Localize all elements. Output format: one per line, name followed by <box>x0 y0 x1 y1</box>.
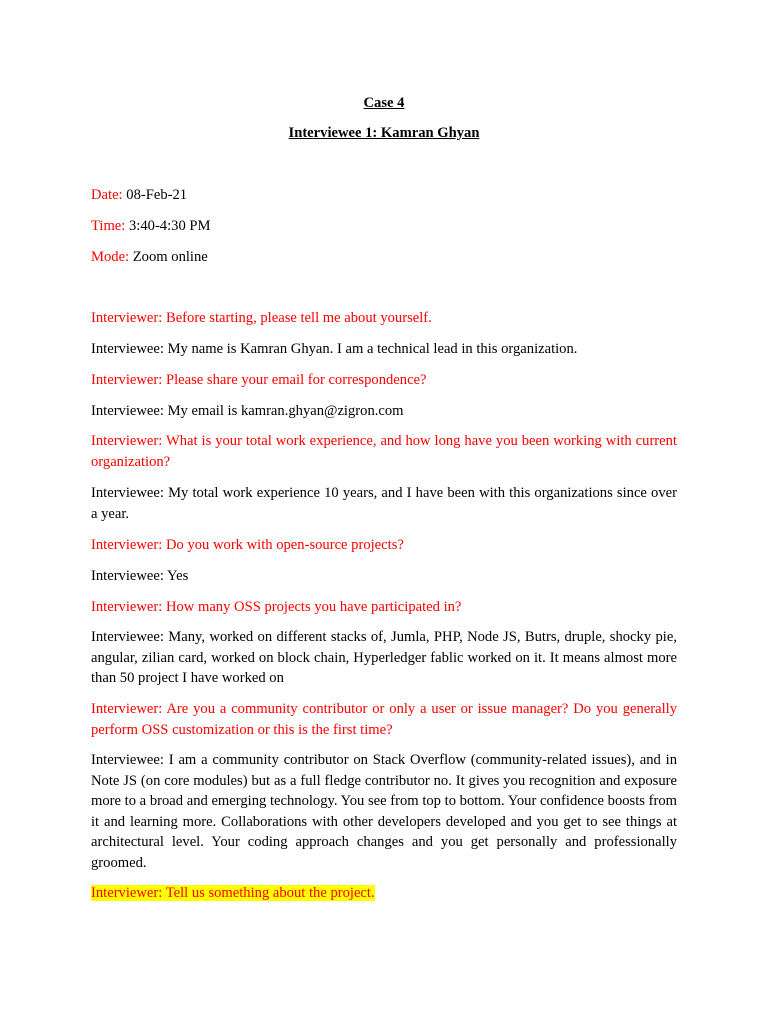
interviewer-question: Interviewer: Before starting, please tell me about yourself. <box>91 310 432 326</box>
interviewee-answer: Interviewee: My total work experience 10 years, and I have been with this organizations since over a year. <box>91 485 677 522</box>
interviewee-answer: Interviewee: My email is kamran.ghyan@zigron.com <box>91 403 404 419</box>
mode-line <box>91 247 677 268</box>
interviewee-answer: Interviewee: My name is Kamran Ghyan. I am a technical lead in this organization. <box>91 341 578 357</box>
date-value: 08-Feb-21 <box>126 187 188 203</box>
interviewer-question: Interviewer: Do you work with open-source projects? <box>91 537 404 553</box>
interviewee-answer: Interviewee: Many, worked on different stacks of, Jumla, PHP, Node JS, Butrs, druple, shocky pie, angular, zilian card, worked on block chain, Hyperledger fablic worked on it. It means almost more than 50 project I have worked on <box>91 629 677 686</box>
interviewee-answer: Interviewee: I am a community contributor on Stack Overflow (community-related issues), and in Note JS (on core modules) but as a full fledge contributor no. It gives you recognition and exposure more to a broad and emerging technology. You see from top to bottom. Your confidence boosts from it and learning more. Collaborations with other developers developed and you get to see things at architectural level. Your coding approach changes and you get personally and professionally groomed. <box>91 752 677 871</box>
date-line <box>91 185 677 206</box>
interviewer-question: Interviewer: How many OSS projects you have participated in? <box>91 599 462 615</box>
highlighted-text: Interviewer: Tell us something about the project. <box>91 885 375 901</box>
time-label: Time: <box>91 218 126 234</box>
interviewer-question: Interviewer: What is your total work experience, and how long have you been working with current organization? <box>91 433 677 470</box>
date-label: Date: <box>91 187 123 203</box>
mode-label: Mode: <box>91 249 130 265</box>
interviewer-question-highlighted <box>91 883 677 904</box>
interviewer-question: Interviewer: Are you a community contributor or only a user or issue manager? Do you generally perform OSS customization or this is the first time? <box>91 701 677 738</box>
interviewee-answer: Interviewee: Yes <box>91 568 189 584</box>
case-title: Case 4 <box>363 95 405 111</box>
mode-value: Zoom online <box>132 249 208 265</box>
time-value: 3:40-4:30 PM <box>129 218 211 234</box>
interviewee-title: Interviewee 1: Kamran Ghyan <box>288 125 480 141</box>
interviewer-question: Interviewer: Please share your email for correspondence? <box>91 372 427 388</box>
time-line <box>91 216 677 237</box>
